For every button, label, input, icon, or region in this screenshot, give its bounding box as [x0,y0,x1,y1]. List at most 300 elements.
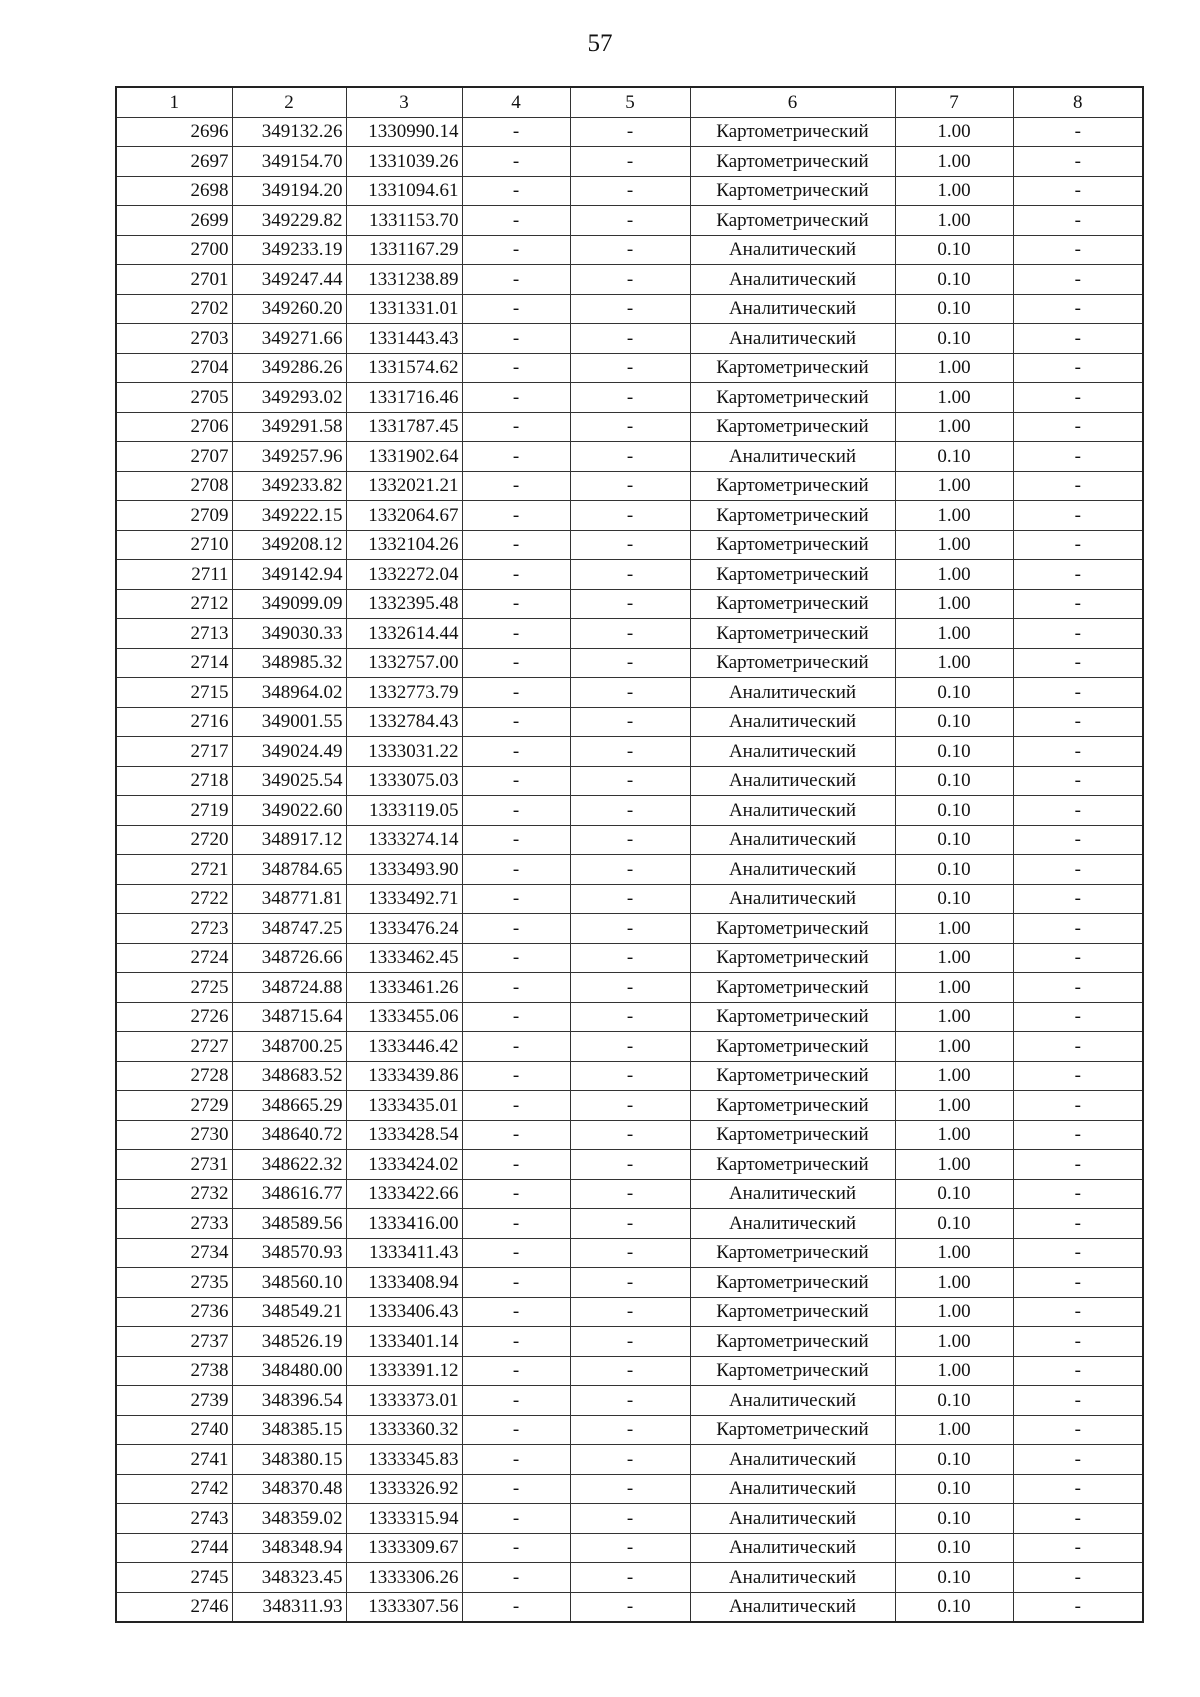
col5-cell: - [570,383,690,413]
column-header: 1 [116,87,232,117]
col5-cell: - [570,1504,690,1534]
x-coordinate-cell: 349291.58 [232,412,346,442]
col4-cell: - [462,1209,570,1239]
method-cell: Картометрический [690,1297,895,1327]
method-cell: Аналитический [690,707,895,737]
method-cell: Картометрический [690,914,895,944]
col4-cell: - [462,1474,570,1504]
y-coordinate-cell: 1331153.70 [346,206,462,236]
col5-cell: - [570,324,690,354]
col5-cell: - [570,501,690,531]
col8-cell: - [1013,619,1143,649]
x-coordinate-cell: 348480.00 [232,1356,346,1386]
col8-cell: - [1013,973,1143,1003]
x-coordinate-cell: 348323.45 [232,1563,346,1593]
point-number-cell: 2742 [116,1474,232,1504]
col8-cell: - [1013,560,1143,590]
x-coordinate-cell: 348311.93 [232,1592,346,1622]
table-row [116,1032,1143,1062]
table-row [116,1179,1143,1209]
accuracy-cell: 1.00 [895,147,1013,177]
accuracy-cell: 1.00 [895,619,1013,649]
method-cell: Аналитический [690,324,895,354]
point-number-cell: 2743 [116,1504,232,1534]
point-number-cell: 2731 [116,1150,232,1180]
column-header: 7 [895,87,1013,117]
table-row [116,294,1143,324]
method-cell: Аналитический [690,737,895,767]
y-coordinate-cell: 1332784.43 [346,707,462,737]
point-number-cell: 2745 [116,1563,232,1593]
y-coordinate-cell: 1331238.89 [346,265,462,295]
col8-cell: - [1013,1209,1143,1239]
col4-cell: - [462,471,570,501]
table-row [116,589,1143,619]
y-coordinate-cell: 1333307.56 [346,1592,462,1622]
col5-cell: - [570,973,690,1003]
y-coordinate-cell: 1331902.64 [346,442,462,472]
col4-cell: - [462,1386,570,1416]
y-coordinate-cell: 1332757.00 [346,648,462,678]
accuracy-cell: 1.00 [895,176,1013,206]
col5-cell: - [570,235,690,265]
point-number-cell: 2726 [116,1002,232,1032]
table-row [116,1150,1143,1180]
col4-cell: - [462,1327,570,1357]
y-coordinate-cell: 1331039.26 [346,147,462,177]
table-row [116,1386,1143,1416]
col8-cell: - [1013,1032,1143,1062]
x-coordinate-cell: 349222.15 [232,501,346,531]
accuracy-cell: 0.10 [895,1386,1013,1416]
method-cell: Картометрический [690,530,895,560]
y-coordinate-cell: 1331716.46 [346,383,462,413]
y-coordinate-cell: 1333435.01 [346,1091,462,1121]
table-row [116,855,1143,885]
point-number-cell: 2729 [116,1091,232,1121]
table-row [116,766,1143,796]
col5-cell: - [570,147,690,177]
col5-cell: - [570,678,690,708]
y-coordinate-cell: 1332104.26 [346,530,462,560]
col8-cell: - [1013,648,1143,678]
point-number-cell: 2705 [116,383,232,413]
col5-cell: - [570,412,690,442]
accuracy-cell: 0.10 [895,442,1013,472]
accuracy-cell: 1.00 [895,1415,1013,1445]
y-coordinate-cell: 1333493.90 [346,855,462,885]
col5-cell: - [570,1563,690,1593]
y-coordinate-cell: 1333345.83 [346,1445,462,1475]
table-row [116,678,1143,708]
point-number-cell: 2712 [116,589,232,619]
col8-cell: - [1013,117,1143,147]
table-row [116,1002,1143,1032]
method-cell: Аналитический [690,1209,895,1239]
y-coordinate-cell: 1332614.44 [346,619,462,649]
col4-cell: - [462,176,570,206]
table-row [116,1091,1143,1121]
col4-cell: - [462,589,570,619]
col8-cell: - [1013,471,1143,501]
point-number-cell: 2718 [116,766,232,796]
x-coordinate-cell: 348665.29 [232,1091,346,1121]
x-coordinate-cell: 348359.02 [232,1504,346,1534]
col8-cell: - [1013,235,1143,265]
column-header: 8 [1013,87,1143,117]
header-row [116,87,1143,117]
point-number-cell: 2715 [116,678,232,708]
point-number-cell: 2697 [116,147,232,177]
col5-cell: - [570,1474,690,1504]
method-cell: Картометрический [690,973,895,1003]
y-coordinate-cell: 1333406.43 [346,1297,462,1327]
col5-cell: - [570,1386,690,1416]
col5-cell: - [570,1002,690,1032]
accuracy-cell: 0.10 [895,1209,1013,1239]
y-coordinate-cell: 1332064.67 [346,501,462,531]
col4-cell: - [462,796,570,826]
col8-cell: - [1013,353,1143,383]
y-coordinate-cell: 1333446.42 [346,1032,462,1062]
method-cell: Картометрический [690,117,895,147]
column-header: 3 [346,87,462,117]
col4-cell: - [462,1356,570,1386]
col8-cell: - [1013,1474,1143,1504]
col4-cell: - [462,884,570,914]
col8-cell: - [1013,943,1143,973]
y-coordinate-cell: 1333075.03 [346,766,462,796]
col5-cell: - [570,914,690,944]
y-coordinate-cell: 1333360.32 [346,1415,462,1445]
accuracy-cell: 1.00 [895,943,1013,973]
accuracy-cell: 1.00 [895,117,1013,147]
col5-cell: - [570,619,690,649]
point-number-cell: 2713 [116,619,232,649]
col8-cell: - [1013,737,1143,767]
col4-cell: - [462,855,570,885]
accuracy-cell: 1.00 [895,1120,1013,1150]
col5-cell: - [570,1209,690,1239]
method-cell: Картометрический [690,147,895,177]
col4-cell: - [462,619,570,649]
col8-cell: - [1013,442,1143,472]
y-coordinate-cell: 1331443.43 [346,324,462,354]
y-coordinate-cell: 1333326.92 [346,1474,462,1504]
y-coordinate-cell: 1333274.14 [346,825,462,855]
table-row [116,1592,1143,1622]
x-coordinate-cell: 348622.32 [232,1150,346,1180]
point-number-cell: 2701 [116,265,232,295]
table-row [116,412,1143,442]
y-coordinate-cell: 1333401.14 [346,1327,462,1357]
method-cell: Аналитический [690,1445,895,1475]
col5-cell: - [570,648,690,678]
y-coordinate-cell: 1333461.26 [346,973,462,1003]
y-coordinate-cell: 1332021.21 [346,471,462,501]
y-coordinate-cell: 1333315.94 [346,1504,462,1534]
col8-cell: - [1013,1238,1143,1268]
method-cell: Картометрический [690,1268,895,1298]
method-cell: Картометрический [690,206,895,236]
col5-cell: - [570,1091,690,1121]
accuracy-cell: 1.00 [895,589,1013,619]
method-cell: Аналитический [690,766,895,796]
col5-cell: - [570,442,690,472]
col8-cell: - [1013,589,1143,619]
method-cell: Аналитический [690,1474,895,1504]
col5-cell: - [570,265,690,295]
point-number-cell: 2733 [116,1209,232,1239]
point-number-cell: 2740 [116,1415,232,1445]
x-coordinate-cell: 349260.20 [232,294,346,324]
method-cell: Аналитический [690,1386,895,1416]
accuracy-cell: 0.10 [895,796,1013,826]
y-coordinate-cell: 1333424.02 [346,1150,462,1180]
method-cell: Картометрический [690,501,895,531]
method-cell: Аналитический [690,884,895,914]
point-number-cell: 2699 [116,206,232,236]
accuracy-cell: 0.10 [895,1563,1013,1593]
table-row [116,619,1143,649]
point-number-cell: 2739 [116,1386,232,1416]
accuracy-cell: 1.00 [895,471,1013,501]
point-number-cell: 2717 [116,737,232,767]
point-number-cell: 2721 [116,855,232,885]
method-cell: Аналитический [690,1533,895,1563]
accuracy-cell: 1.00 [895,1061,1013,1091]
col4-cell: - [462,825,570,855]
col8-cell: - [1013,1091,1143,1121]
col8-cell: - [1013,1356,1143,1386]
column-header: 5 [570,87,690,117]
col4-cell: - [462,117,570,147]
point-number-cell: 2734 [116,1238,232,1268]
col5-cell: - [570,1592,690,1622]
accuracy-cell: 1.00 [895,1002,1013,1032]
point-number-cell: 2720 [116,825,232,855]
accuracy-cell: 1.00 [895,501,1013,531]
table-row [116,1445,1143,1475]
accuracy-cell: 0.10 [895,294,1013,324]
coordinates-table [115,86,1144,1623]
x-coordinate-cell: 349233.19 [232,235,346,265]
col4-cell: - [462,1563,570,1593]
accuracy-cell: 1.00 [895,1150,1013,1180]
col4-cell: - [462,1238,570,1268]
point-number-cell: 2741 [116,1445,232,1475]
y-coordinate-cell: 1333428.54 [346,1120,462,1150]
x-coordinate-cell: 348683.52 [232,1061,346,1091]
x-coordinate-cell: 348570.93 [232,1238,346,1268]
y-coordinate-cell: 1333462.45 [346,943,462,973]
x-coordinate-cell: 348396.54 [232,1386,346,1416]
method-cell: Картометрический [690,1238,895,1268]
x-coordinate-cell: 348771.81 [232,884,346,914]
table-row [116,973,1143,1003]
col5-cell: - [570,1415,690,1445]
table-row [116,501,1143,531]
method-cell: Аналитический [690,1563,895,1593]
y-coordinate-cell: 1331167.29 [346,235,462,265]
col4-cell: - [462,265,570,295]
point-number-cell: 2710 [116,530,232,560]
accuracy-cell: 1.00 [895,1238,1013,1268]
table-row [116,324,1143,354]
col5-cell: - [570,117,690,147]
table-row [116,353,1143,383]
x-coordinate-cell: 349001.55 [232,707,346,737]
x-coordinate-cell: 349030.33 [232,619,346,649]
table-row [116,943,1143,973]
col4-cell: - [462,914,570,944]
col4-cell: - [462,1091,570,1121]
col5-cell: - [570,825,690,855]
y-coordinate-cell: 1330990.14 [346,117,462,147]
col8-cell: - [1013,1415,1143,1445]
point-number-cell: 2709 [116,501,232,531]
col5-cell: - [570,353,690,383]
accuracy-cell: 0.10 [895,324,1013,354]
y-coordinate-cell: 1333309.67 [346,1533,462,1563]
col4-cell: - [462,1120,570,1150]
method-cell: Картометрический [690,412,895,442]
point-number-cell: 2736 [116,1297,232,1327]
point-number-cell: 2727 [116,1032,232,1062]
table-row [116,648,1143,678]
y-coordinate-cell: 1333408.94 [346,1268,462,1298]
x-coordinate-cell: 348640.72 [232,1120,346,1150]
accuracy-cell: 1.00 [895,1297,1013,1327]
x-coordinate-cell: 348589.56 [232,1209,346,1239]
point-number-cell: 2716 [116,707,232,737]
col8-cell: - [1013,1533,1143,1563]
col8-cell: - [1013,324,1143,354]
col5-cell: - [570,855,690,885]
col5-cell: - [570,884,690,914]
table-row [116,1209,1143,1239]
col8-cell: - [1013,855,1143,885]
col8-cell: - [1013,1445,1143,1475]
col5-cell: - [570,1238,690,1268]
method-cell: Аналитический [690,796,895,826]
method-cell: Картометрический [690,943,895,973]
x-coordinate-cell: 349022.60 [232,796,346,826]
method-cell: Картометрический [690,1061,895,1091]
method-cell: Картометрический [690,1356,895,1386]
col8-cell: - [1013,1268,1143,1298]
col8-cell: - [1013,530,1143,560]
x-coordinate-cell: 349286.26 [232,353,346,383]
method-cell: Картометрический [690,648,895,678]
x-coordinate-cell: 349208.12 [232,530,346,560]
x-coordinate-cell: 349142.94 [232,560,346,590]
table-row [116,1415,1143,1445]
point-number-cell: 2738 [116,1356,232,1386]
table-row [116,147,1143,177]
method-cell: Аналитический [690,235,895,265]
y-coordinate-cell: 1331094.61 [346,176,462,206]
col5-cell: - [570,766,690,796]
col8-cell: - [1013,383,1143,413]
x-coordinate-cell: 348724.88 [232,973,346,1003]
x-coordinate-cell: 349229.82 [232,206,346,236]
col4-cell: - [462,1179,570,1209]
table-row [116,1504,1143,1534]
table-row [116,1297,1143,1327]
accuracy-cell: 1.00 [895,973,1013,1003]
point-number-cell: 2704 [116,353,232,383]
table-row [116,117,1143,147]
x-coordinate-cell: 349099.09 [232,589,346,619]
method-cell: Аналитический [690,1592,895,1622]
method-cell: Картометрический [690,1415,895,1445]
x-coordinate-cell: 348784.65 [232,855,346,885]
point-number-cell: 2706 [116,412,232,442]
accuracy-cell: 1.00 [895,648,1013,678]
table-row [116,235,1143,265]
col5-cell: - [570,1120,690,1150]
table-row [116,1120,1143,1150]
y-coordinate-cell: 1333455.06 [346,1002,462,1032]
table-row [116,383,1143,413]
column-header: 6 [690,87,895,117]
table-row [116,1061,1143,1091]
method-cell: Картометрический [690,353,895,383]
method-cell: Картометрический [690,383,895,413]
col5-cell: - [570,1356,690,1386]
method-cell: Аналитический [690,678,895,708]
table-body [116,117,1143,1622]
y-coordinate-cell: 1332395.48 [346,589,462,619]
point-number-cell: 2722 [116,884,232,914]
col8-cell: - [1013,796,1143,826]
table-row [116,206,1143,236]
accuracy-cell: 0.10 [895,884,1013,914]
y-coordinate-cell: 1333031.22 [346,737,462,767]
col4-cell: - [462,1297,570,1327]
col4-cell: - [462,1415,570,1445]
col5-cell: - [570,1445,690,1475]
table-row [116,737,1143,767]
col8-cell: - [1013,1061,1143,1091]
col4-cell: - [462,353,570,383]
col8-cell: - [1013,1120,1143,1150]
x-coordinate-cell: 349132.26 [232,117,346,147]
col8-cell: - [1013,176,1143,206]
point-number-cell: 2707 [116,442,232,472]
col4-cell: - [462,1002,570,1032]
col4-cell: - [462,1445,570,1475]
table-row [116,1327,1143,1357]
col8-cell: - [1013,294,1143,324]
col4-cell: - [462,412,570,442]
x-coordinate-cell: 348348.94 [232,1533,346,1563]
point-number-cell: 2732 [116,1179,232,1209]
table-row [116,176,1143,206]
point-number-cell: 2737 [116,1327,232,1357]
col8-cell: - [1013,1297,1143,1327]
accuracy-cell: 1.00 [895,1091,1013,1121]
accuracy-cell: 0.10 [895,1592,1013,1622]
col4-cell: - [462,766,570,796]
col5-cell: - [570,206,690,236]
point-number-cell: 2700 [116,235,232,265]
x-coordinate-cell: 349271.66 [232,324,346,354]
col4-cell: - [462,206,570,236]
col4-cell: - [462,147,570,177]
col5-cell: - [570,1179,690,1209]
